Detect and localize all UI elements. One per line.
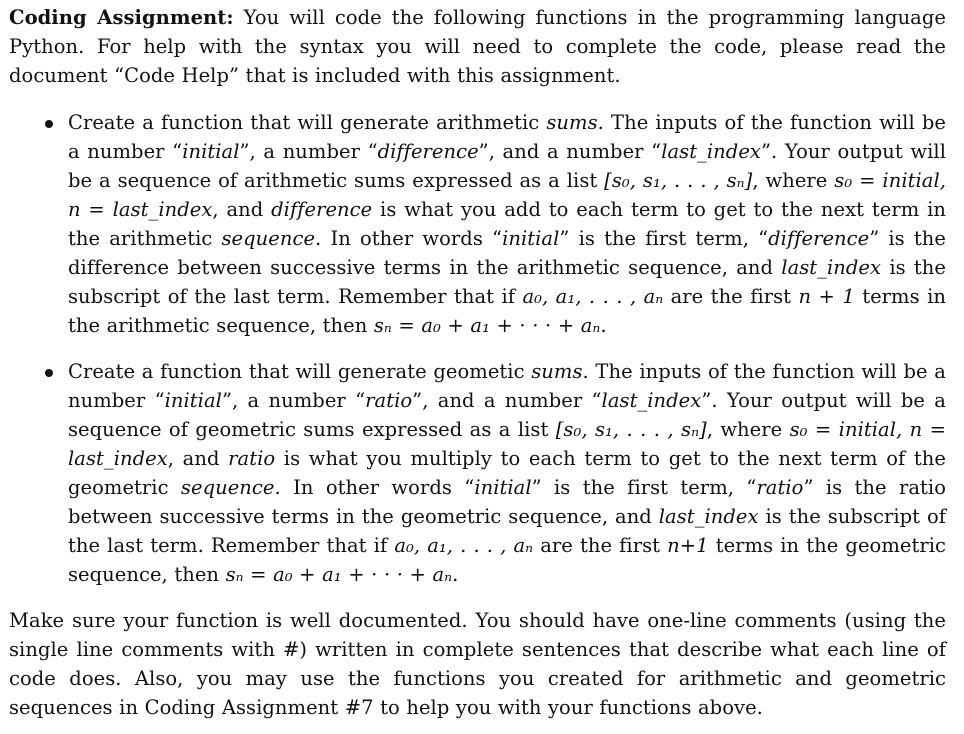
text-run: terms in the geometric sequence, then: [68, 534, 946, 586]
math-run: a₀, a₁, . . . , aₙ: [522, 285, 664, 308]
text-run: ratio: [228, 447, 276, 470]
text-run: ” is the difference between successive terms in the arithmetic sequence, and: [68, 227, 946, 279]
text-run: difference: [271, 198, 373, 221]
text-run: , and: [212, 198, 272, 221]
text-run: last_index: [601, 389, 702, 412]
text-run: sequence.: [221, 227, 322, 250]
text-run: initial: [502, 227, 560, 250]
text-run: ” is the ratio between successive terms in the geometric sequence, and: [68, 476, 946, 528]
text-run: are the first: [533, 534, 668, 557]
bullet-dot: [45, 120, 53, 128]
text-run: sums.: [531, 360, 589, 383]
assignment-heading: Coding Assignment:: [9, 6, 234, 29]
text-run: initial: [182, 140, 240, 163]
text-run: .: [452, 563, 459, 586]
geometric-sums-item: [68, 357, 946, 589]
text-run: In other words “: [321, 227, 503, 250]
text-run: last_index: [661, 140, 761, 163]
function-list: [9, 108, 946, 589]
math-run: s₀ = initial, n = last_index: [68, 169, 946, 221]
intro-paragraph: [9, 0, 946, 90]
text-run: ”, and a number “: [478, 140, 662, 163]
text-run: ”, and a number “: [412, 389, 602, 412]
text-run: sequence.: [180, 476, 281, 499]
text-run: ”, a number “: [221, 389, 366, 412]
text-run: Create a function that will generate geometic: [68, 360, 532, 383]
text-run: initial: [164, 389, 222, 412]
text-run: ” is the first term, “: [531, 476, 757, 499]
text-run: , where: [706, 418, 790, 441]
math-run: [s₀, s₁, . . . , sₙ]: [604, 169, 753, 192]
math-run: a₀, a₁, . . . , aₙ: [394, 534, 534, 557]
text-run: sums.: [546, 111, 604, 134]
text-run: is the subscript of the last term. Remember that if: [68, 256, 946, 308]
text-run: , and: [167, 447, 229, 470]
text-run: ratio: [756, 476, 804, 499]
text-run: is the subscript of the last term. Remember that if: [68, 505, 946, 557]
text-run: difference: [768, 227, 870, 250]
text-run: last_index: [658, 505, 759, 528]
text-run: , where: [752, 169, 835, 192]
math-run: sₙ = a₀ + a₁ + · · · + aₙ: [225, 563, 453, 586]
text-run: are the first: [663, 285, 799, 308]
text-run: .: [600, 314, 607, 337]
text-run: In other words “: [280, 476, 475, 499]
intro-text: You will code the following functions in the programming language Python. For help with the syntax you will need to complete the code, please read the document “Code Help” that is included with this assignment.: [9, 6, 946, 87]
closing-paragraph: Make sure your function is well documented. You should have one-line comments (using the single line comments with #) written in complete sentences that describe what each line of code does. Also, you may use the functions you created for arithmetic and geometric sequences in Coding Assignment #7 to help you with your functions above.: [9, 609, 946, 719]
text-run: Create a function that will generate arithmetic: [68, 111, 547, 134]
bullet-dot: [45, 369, 53, 377]
text-run: difference: [377, 140, 479, 163]
text-run: is what you add to each term to get to the next term in the arithmetic: [68, 198, 946, 250]
math-run: n + 1: [798, 285, 855, 308]
text-run: last_index: [781, 256, 882, 279]
arithmetic-sums-item: [68, 108, 946, 340]
text-run: ”. Your output will be a sequence of geometric sums expressed as a list: [68, 389, 946, 441]
text-run: terms in the arithmetic sequence, then: [68, 285, 946, 337]
math-run: n+1: [667, 534, 709, 557]
text-run: initial: [474, 476, 532, 499]
text-run: ratio: [365, 389, 413, 412]
text-run: The inputs of the function will be a number “: [68, 360, 946, 412]
math-run: s₀ = initial, n = last_index: [68, 418, 946, 470]
text-run: The inputs of the function will be a number “: [68, 111, 946, 163]
text-run: ”, a number “: [239, 140, 378, 163]
text-run: is what you multiply to each term to get to the next term of the geometric: [68, 447, 946, 499]
text-run: ”. Your output will be a sequence of arithmetic sums expressed as a list: [68, 140, 947, 192]
text-run: ” is the first term, “: [559, 227, 769, 250]
math-run: sₙ = a₀ + a₁ + · · · + aₙ: [373, 314, 601, 337]
math-run: [s₀, s₁, . . . , sₙ]: [555, 418, 707, 441]
